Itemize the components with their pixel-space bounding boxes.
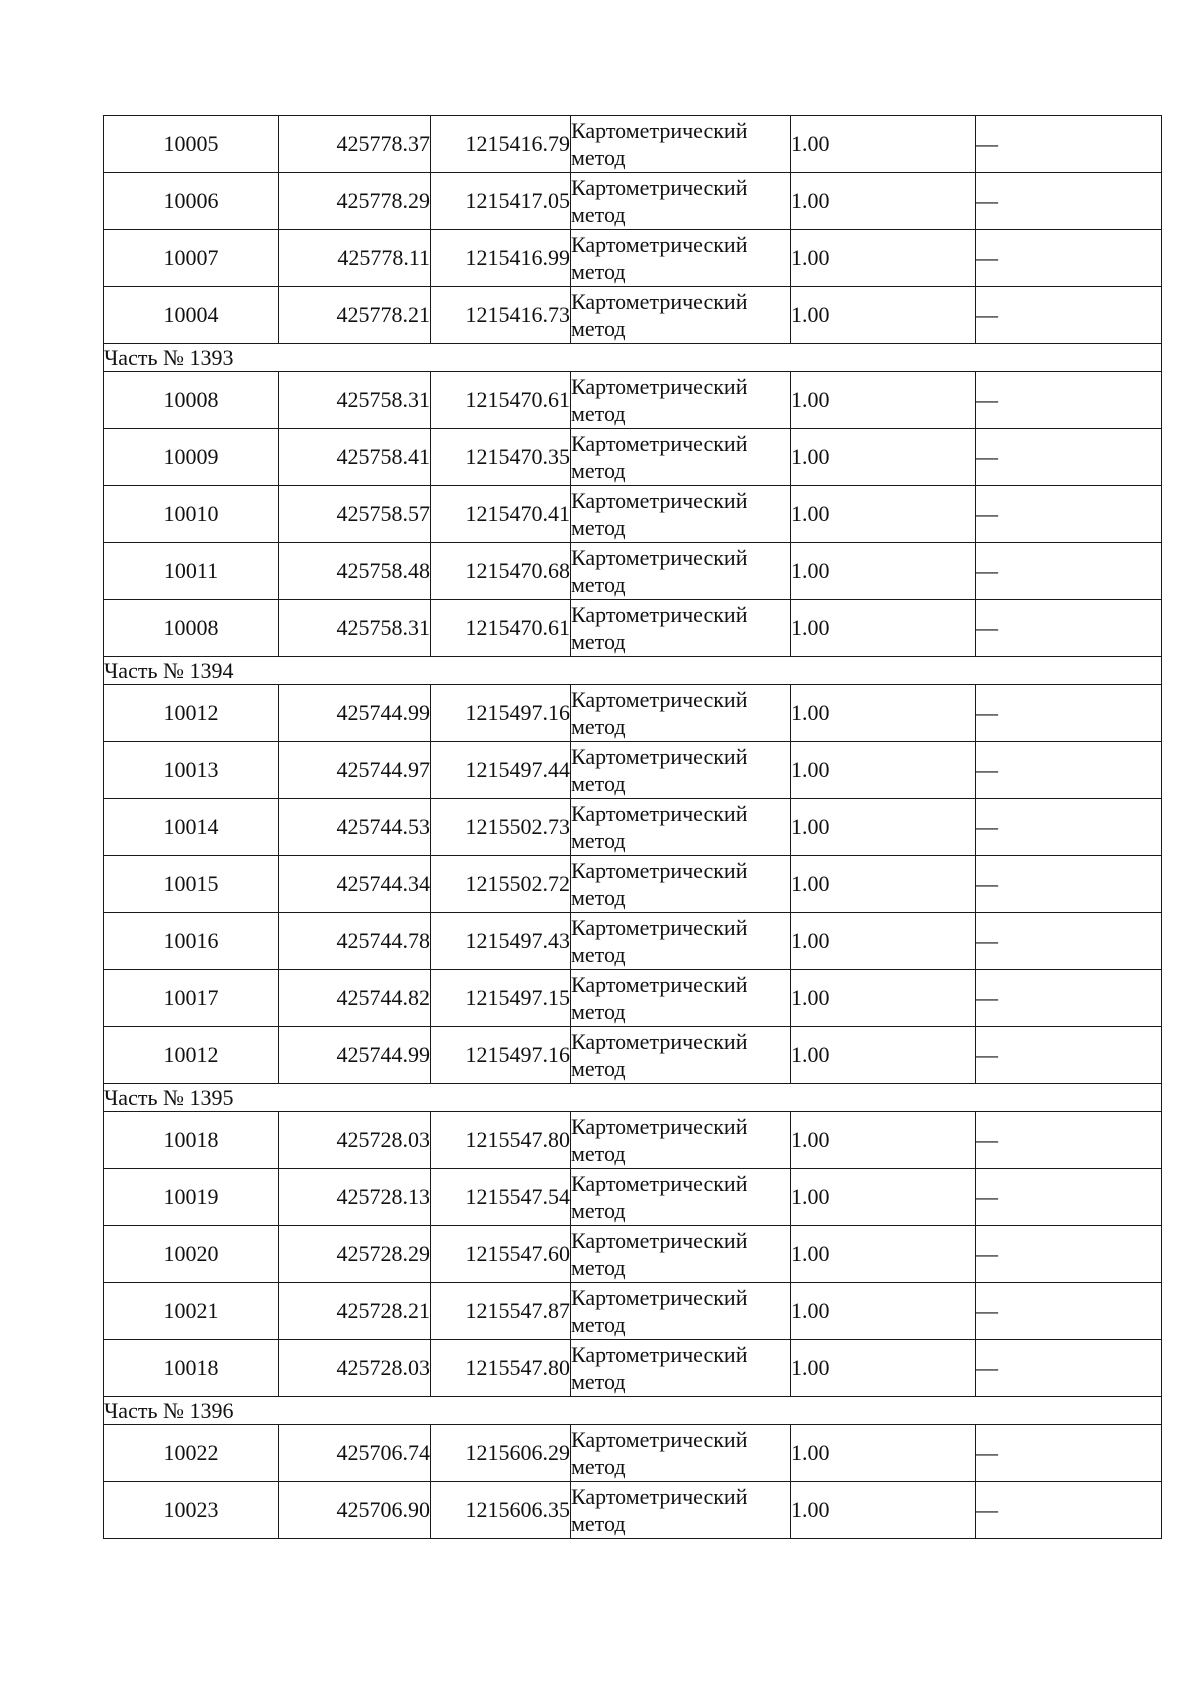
description-cell: — xyxy=(976,116,1162,173)
description-cell: — xyxy=(976,1226,1162,1283)
x-coordinate-cell: 425744.78 xyxy=(279,913,431,970)
x-coordinate-cell: 425728.03 xyxy=(279,1112,431,1169)
method-line-1: Картометрический xyxy=(571,374,748,399)
point-number-cell: 10005 xyxy=(104,116,279,173)
coordinates-table xyxy=(103,115,1162,1539)
accuracy-cell: 1.00 xyxy=(791,1283,976,1340)
point-number-cell: 10015 xyxy=(104,856,279,913)
description-cell: — xyxy=(976,1425,1162,1482)
y-coordinate-cell: 1215497.44 xyxy=(431,742,571,799)
method-line-1: Картометрический xyxy=(571,1427,748,1452)
point-number-cell: 10004 xyxy=(104,287,279,344)
point-number-cell: 10006 xyxy=(104,173,279,230)
description-cell: — xyxy=(976,1027,1162,1084)
table-row xyxy=(104,799,1162,856)
method-line-1: Картометрический xyxy=(571,1171,748,1196)
method-cell xyxy=(571,970,791,1027)
table-row xyxy=(104,486,1162,543)
y-coordinate-cell: 1215470.61 xyxy=(431,372,571,429)
point-number-cell: 10014 xyxy=(104,799,279,856)
method-line-2: метод xyxy=(571,942,626,967)
method-line-1: Картометрический xyxy=(571,431,748,456)
accuracy-cell: 1.00 xyxy=(791,970,976,1027)
part-header-row xyxy=(104,344,1162,372)
accuracy-cell: 1.00 xyxy=(791,372,976,429)
x-coordinate-cell: 425728.21 xyxy=(279,1283,431,1340)
y-coordinate-cell: 1215606.35 xyxy=(431,1482,571,1539)
point-number-cell: 10020 xyxy=(104,1226,279,1283)
accuracy-cell: 1.00 xyxy=(791,799,976,856)
description-cell: — xyxy=(976,372,1162,429)
method-cell xyxy=(571,1340,791,1397)
method-line-2: метод xyxy=(571,259,626,284)
method-cell xyxy=(571,173,791,230)
y-coordinate-cell: 1215497.16 xyxy=(431,685,571,742)
x-coordinate-cell: 425706.74 xyxy=(279,1425,431,1482)
method-line-1: Картометрический xyxy=(571,915,748,940)
table-row xyxy=(104,1169,1162,1226)
method-cell xyxy=(571,600,791,657)
y-coordinate-cell: 1215502.73 xyxy=(431,799,571,856)
description-cell: — xyxy=(976,799,1162,856)
table-body xyxy=(104,116,1162,1539)
description-cell: — xyxy=(976,856,1162,913)
x-coordinate-cell: 425744.99 xyxy=(279,685,431,742)
point-number-cell: 10023 xyxy=(104,1482,279,1539)
point-number-cell: 10007 xyxy=(104,230,279,287)
table-row xyxy=(104,856,1162,913)
description-cell: — xyxy=(976,173,1162,230)
table-row xyxy=(104,1425,1162,1482)
description-cell: — xyxy=(976,742,1162,799)
point-number-cell: 10012 xyxy=(104,1027,279,1084)
table-row xyxy=(104,543,1162,600)
description-cell: — xyxy=(976,230,1162,287)
y-coordinate-cell: 1215470.35 xyxy=(431,429,571,486)
y-coordinate-cell: 1215502.72 xyxy=(431,856,571,913)
y-coordinate-cell: 1215416.79 xyxy=(431,116,571,173)
description-cell: — xyxy=(976,1340,1162,1397)
point-number-cell: 10012 xyxy=(104,685,279,742)
method-line-1: Картометрический xyxy=(571,175,748,200)
method-line-1: Картометрический xyxy=(571,1285,748,1310)
x-coordinate-cell: 425778.37 xyxy=(279,116,431,173)
part-label: Часть № 1393 xyxy=(104,344,1162,372)
table-row xyxy=(104,429,1162,486)
method-cell xyxy=(571,1226,791,1283)
method-cell xyxy=(571,1027,791,1084)
x-coordinate-cell: 425758.31 xyxy=(279,600,431,657)
method-line-2: метод xyxy=(571,828,626,853)
table-row xyxy=(104,600,1162,657)
table-row xyxy=(104,1340,1162,1397)
point-number-cell: 10021 xyxy=(104,1283,279,1340)
point-number-cell: 10008 xyxy=(104,600,279,657)
method-line-1: Картометрический xyxy=(571,1114,748,1139)
accuracy-cell: 1.00 xyxy=(791,1340,976,1397)
accuracy-cell: 1.00 xyxy=(791,230,976,287)
method-line-1: Картометрический xyxy=(571,602,748,627)
point-number-cell: 10010 xyxy=(104,486,279,543)
method-line-2: метод xyxy=(571,145,626,170)
method-line-2: метод xyxy=(571,1056,626,1081)
table-row xyxy=(104,970,1162,1027)
method-line-2: метод xyxy=(571,515,626,540)
method-line-1: Картометрический xyxy=(571,118,748,143)
method-line-1: Картометрический xyxy=(571,801,748,826)
method-cell xyxy=(571,799,791,856)
part-header-row xyxy=(104,1397,1162,1425)
method-cell xyxy=(571,116,791,173)
x-coordinate-cell: 425758.48 xyxy=(279,543,431,600)
table-row xyxy=(104,1112,1162,1169)
method-cell xyxy=(571,1283,791,1340)
table-row xyxy=(104,1027,1162,1084)
part-header-row xyxy=(104,657,1162,685)
method-cell xyxy=(571,372,791,429)
method-line-1: Картометрический xyxy=(571,972,748,997)
method-cell xyxy=(571,742,791,799)
method-line-2: метод xyxy=(571,999,626,1024)
accuracy-cell: 1.00 xyxy=(791,856,976,913)
x-coordinate-cell: 425744.82 xyxy=(279,970,431,1027)
table-row xyxy=(104,116,1162,173)
y-coordinate-cell: 1215416.73 xyxy=(431,287,571,344)
x-coordinate-cell: 425728.03 xyxy=(279,1340,431,1397)
method-line-2: метод xyxy=(571,458,626,483)
y-coordinate-cell: 1215470.41 xyxy=(431,486,571,543)
x-coordinate-cell: 425744.53 xyxy=(279,799,431,856)
x-coordinate-cell: 425758.41 xyxy=(279,429,431,486)
method-line-2: метод xyxy=(571,1511,626,1536)
accuracy-cell: 1.00 xyxy=(791,1482,976,1539)
method-cell xyxy=(571,913,791,970)
x-coordinate-cell: 425778.11 xyxy=(279,230,431,287)
accuracy-cell: 1.00 xyxy=(791,742,976,799)
y-coordinate-cell: 1215497.43 xyxy=(431,913,571,970)
description-cell: — xyxy=(976,913,1162,970)
method-cell xyxy=(571,486,791,543)
accuracy-cell: 1.00 xyxy=(791,116,976,173)
accuracy-cell: 1.00 xyxy=(791,913,976,970)
accuracy-cell: 1.00 xyxy=(791,1112,976,1169)
x-coordinate-cell: 425744.34 xyxy=(279,856,431,913)
table-row xyxy=(104,372,1162,429)
y-coordinate-cell: 1215497.16 xyxy=(431,1027,571,1084)
accuracy-cell: 1.00 xyxy=(791,287,976,344)
method-line-1: Картометрический xyxy=(571,687,748,712)
y-coordinate-cell: 1215606.29 xyxy=(431,1425,571,1482)
y-coordinate-cell: 1215547.87 xyxy=(431,1283,571,1340)
accuracy-cell: 1.00 xyxy=(791,1226,976,1283)
description-cell: — xyxy=(976,970,1162,1027)
x-coordinate-cell: 425728.29 xyxy=(279,1226,431,1283)
accuracy-cell: 1.00 xyxy=(791,486,976,543)
point-number-cell: 10011 xyxy=(104,543,279,600)
method-line-1: Картометрический xyxy=(571,545,748,570)
point-number-cell: 10017 xyxy=(104,970,279,1027)
y-coordinate-cell: 1215417.05 xyxy=(431,173,571,230)
method-cell xyxy=(571,1112,791,1169)
method-line-2: метод xyxy=(571,202,626,227)
method-line-2: метод xyxy=(571,401,626,426)
x-coordinate-cell: 425778.21 xyxy=(279,287,431,344)
method-cell xyxy=(571,1425,791,1482)
method-line-1: Картометрический xyxy=(571,744,748,769)
accuracy-cell: 1.00 xyxy=(791,1425,976,1482)
x-coordinate-cell: 425744.99 xyxy=(279,1027,431,1084)
description-cell: — xyxy=(976,429,1162,486)
method-line-2: метод xyxy=(571,1369,626,1394)
method-line-2: метод xyxy=(571,1454,626,1479)
y-coordinate-cell: 1215547.80 xyxy=(431,1112,571,1169)
point-number-cell: 10019 xyxy=(104,1169,279,1226)
accuracy-cell: 1.00 xyxy=(791,429,976,486)
description-cell: — xyxy=(976,1283,1162,1340)
y-coordinate-cell: 1215547.54 xyxy=(431,1169,571,1226)
x-coordinate-cell: 425778.29 xyxy=(279,173,431,230)
x-coordinate-cell: 425758.31 xyxy=(279,372,431,429)
accuracy-cell: 1.00 xyxy=(791,1169,976,1226)
accuracy-cell: 1.00 xyxy=(791,685,976,742)
y-coordinate-cell: 1215547.80 xyxy=(431,1340,571,1397)
table-row xyxy=(104,173,1162,230)
description-cell: — xyxy=(976,685,1162,742)
part-label: Часть № 1395 xyxy=(104,1084,1162,1112)
method-line-2: метод xyxy=(571,1312,626,1337)
method-cell xyxy=(571,1482,791,1539)
y-coordinate-cell: 1215470.68 xyxy=(431,543,571,600)
method-line-2: метод xyxy=(571,1141,626,1166)
accuracy-cell: 1.00 xyxy=(791,600,976,657)
method-line-1: Картометрический xyxy=(571,1029,748,1054)
point-number-cell: 10013 xyxy=(104,742,279,799)
method-line-1: Картометрический xyxy=(571,232,748,257)
point-number-cell: 10009 xyxy=(104,429,279,486)
table-row xyxy=(104,1482,1162,1539)
method-cell xyxy=(571,856,791,913)
method-line-2: метод xyxy=(571,885,626,910)
table-row xyxy=(104,685,1162,742)
point-number-cell: 10018 xyxy=(104,1340,279,1397)
description-cell: — xyxy=(976,543,1162,600)
description-cell: — xyxy=(976,1112,1162,1169)
method-line-1: Картометрический xyxy=(571,1228,748,1253)
x-coordinate-cell: 425728.13 xyxy=(279,1169,431,1226)
method-cell xyxy=(571,429,791,486)
method-cell xyxy=(571,1169,791,1226)
accuracy-cell: 1.00 xyxy=(791,543,976,600)
part-label: Часть № 1396 xyxy=(104,1397,1162,1425)
method-cell xyxy=(571,230,791,287)
accuracy-cell: 1.00 xyxy=(791,173,976,230)
accuracy-cell: 1.00 xyxy=(791,1027,976,1084)
description-cell: — xyxy=(976,600,1162,657)
table-row xyxy=(104,913,1162,970)
method-cell xyxy=(571,287,791,344)
method-cell xyxy=(571,543,791,600)
x-coordinate-cell: 425744.97 xyxy=(279,742,431,799)
table-row xyxy=(104,742,1162,799)
y-coordinate-cell: 1215470.61 xyxy=(431,600,571,657)
method-line-1: Картометрический xyxy=(571,858,748,883)
method-line-2: метод xyxy=(571,771,626,796)
method-line-2: метод xyxy=(571,714,626,739)
method-line-2: метод xyxy=(571,1255,626,1280)
table-row xyxy=(104,287,1162,344)
point-number-cell: 10008 xyxy=(104,372,279,429)
part-header-row xyxy=(104,1084,1162,1112)
description-cell: — xyxy=(976,1482,1162,1539)
table-row xyxy=(104,1226,1162,1283)
method-line-2: метод xyxy=(571,629,626,654)
method-line-2: метод xyxy=(571,572,626,597)
x-coordinate-cell: 425758.57 xyxy=(279,486,431,543)
x-coordinate-cell: 425706.90 xyxy=(279,1482,431,1539)
point-number-cell: 10018 xyxy=(104,1112,279,1169)
description-cell: — xyxy=(976,486,1162,543)
y-coordinate-cell: 1215547.60 xyxy=(431,1226,571,1283)
table-row xyxy=(104,1283,1162,1340)
method-line-2: метод xyxy=(571,1198,626,1223)
method-cell xyxy=(571,685,791,742)
method-line-1: Картометрический xyxy=(571,488,748,513)
method-line-1: Картометрический xyxy=(571,1342,748,1367)
method-line-1: Картометрический xyxy=(571,1484,748,1509)
description-cell: — xyxy=(976,287,1162,344)
description-cell: — xyxy=(976,1169,1162,1226)
table-row xyxy=(104,230,1162,287)
part-label: Часть № 1394 xyxy=(104,657,1162,685)
point-number-cell: 10022 xyxy=(104,1425,279,1482)
method-line-2: метод xyxy=(571,316,626,341)
method-line-1: Картометрический xyxy=(571,289,748,314)
y-coordinate-cell: 1215497.15 xyxy=(431,970,571,1027)
point-number-cell: 10016 xyxy=(104,913,279,970)
y-coordinate-cell: 1215416.99 xyxy=(431,230,571,287)
